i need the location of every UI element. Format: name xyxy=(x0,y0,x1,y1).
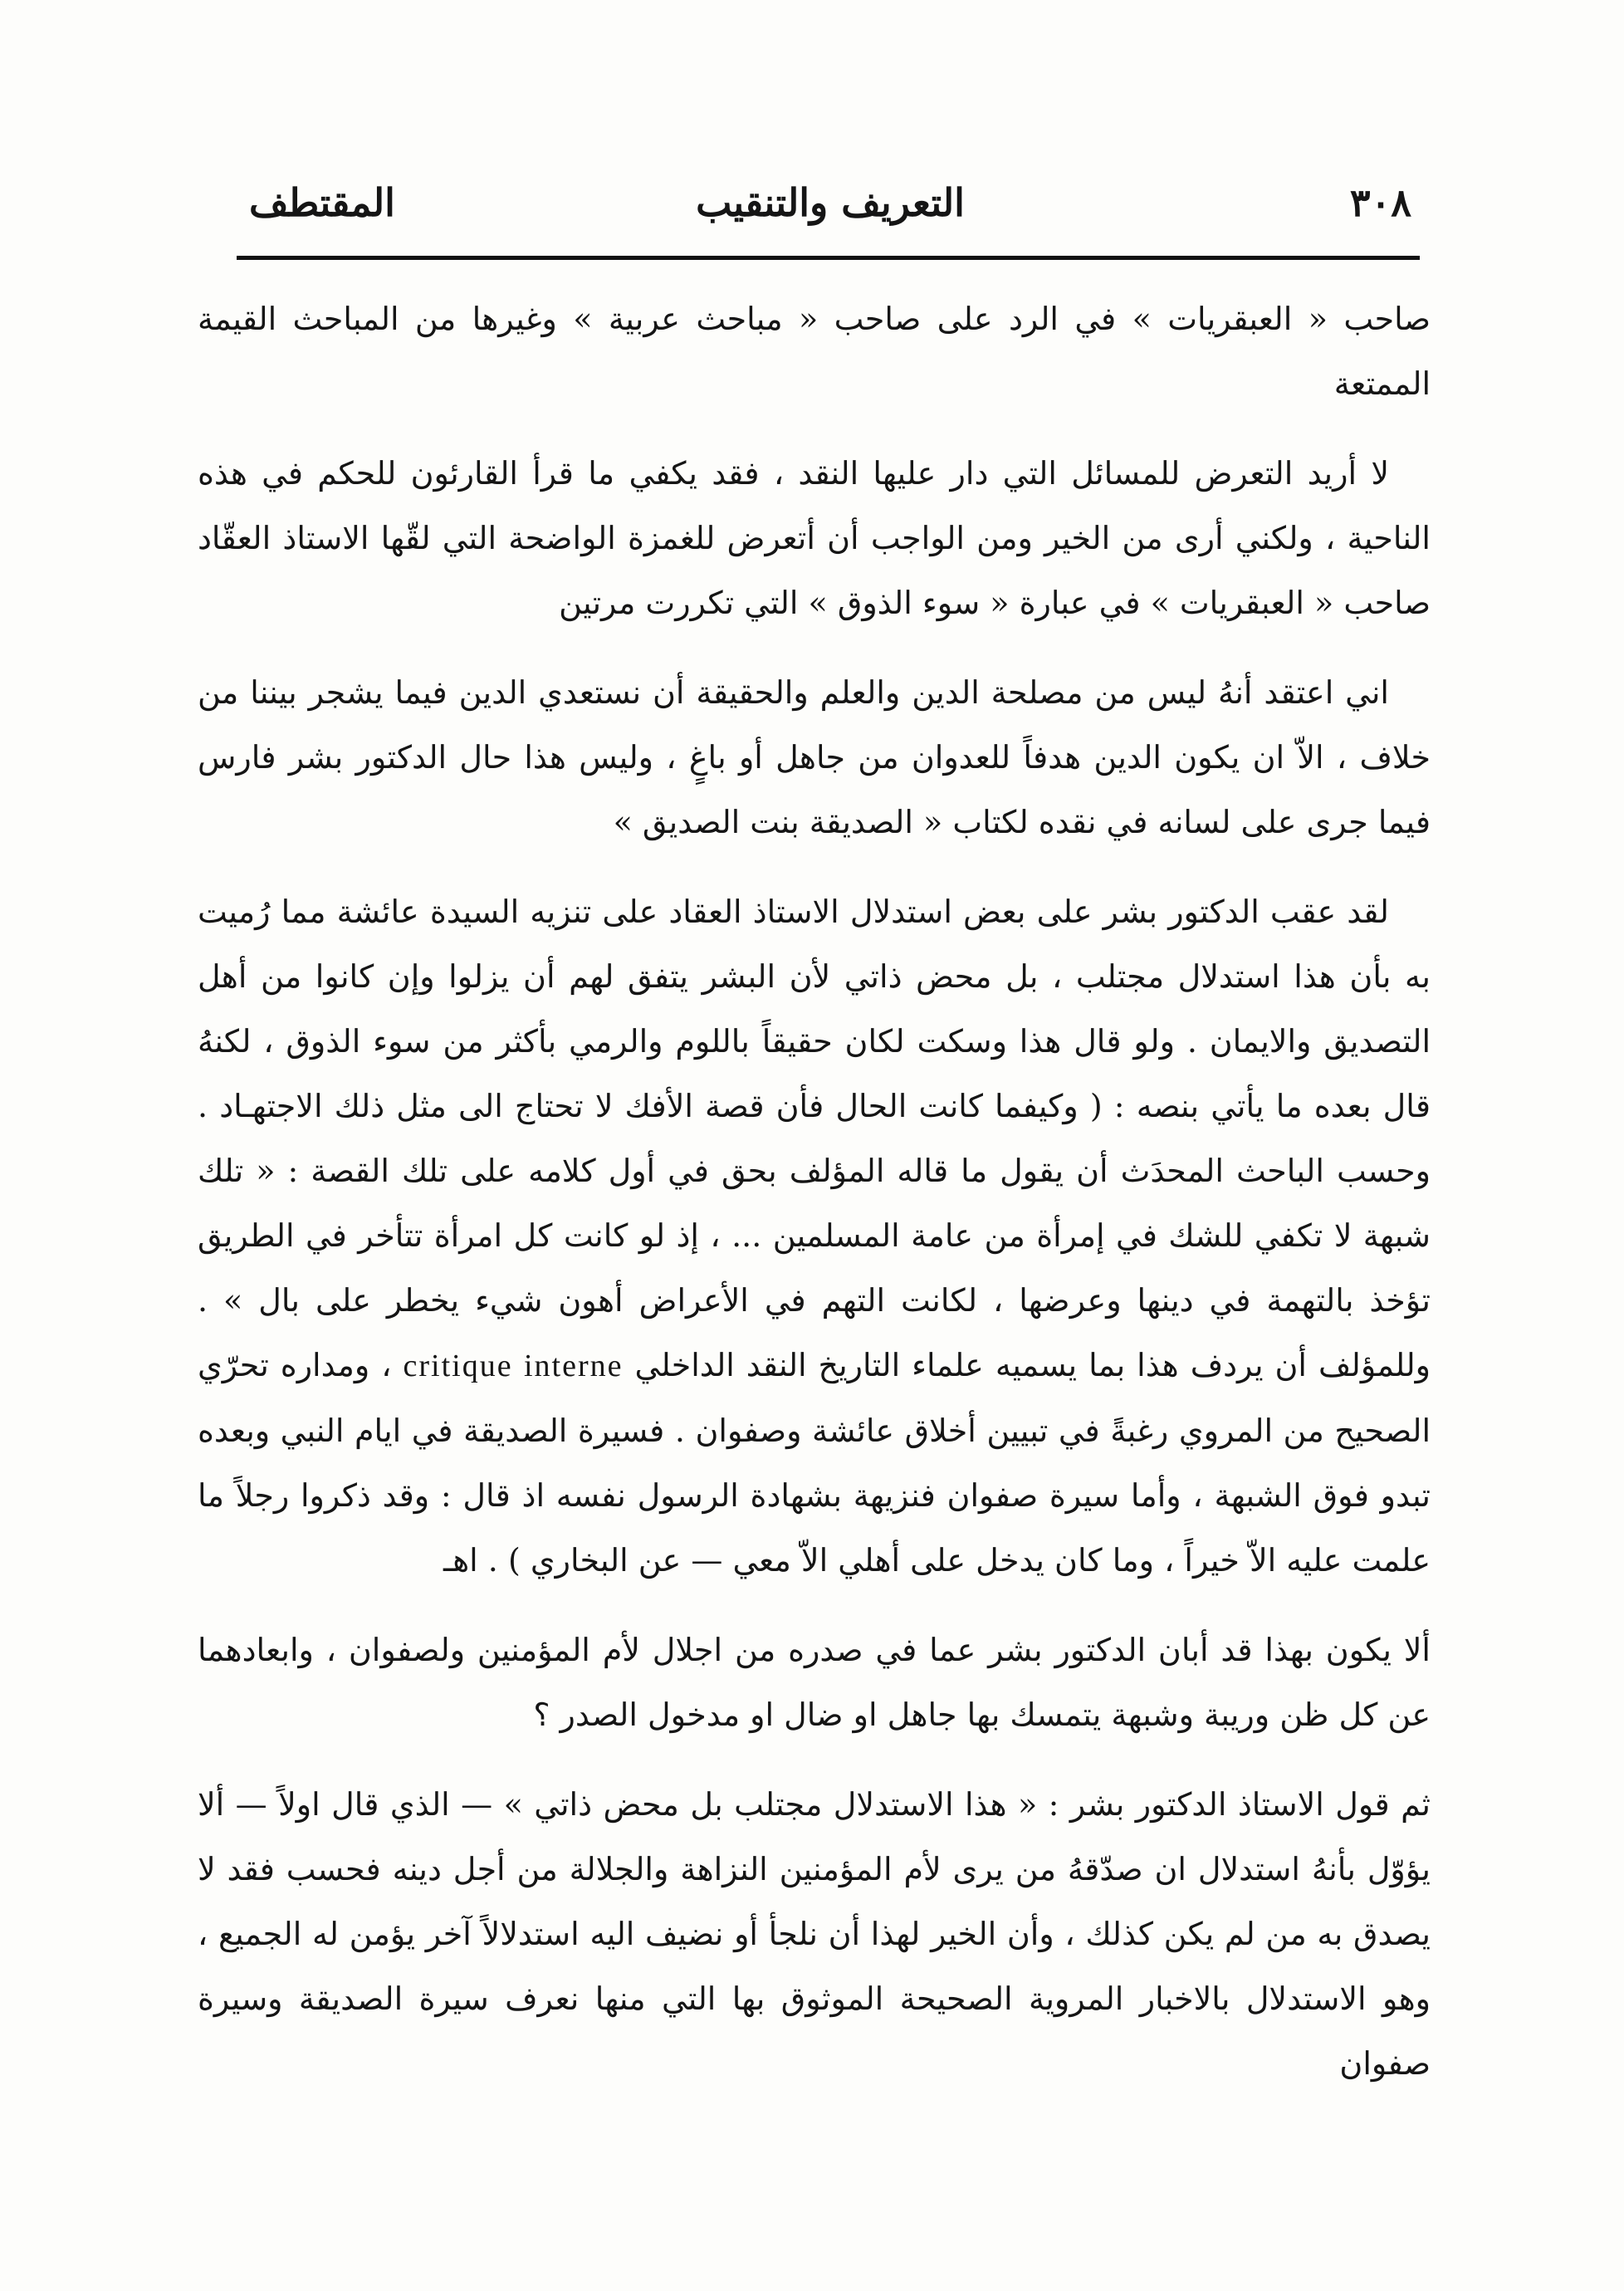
header-divider xyxy=(237,256,1420,260)
journal-name: المقتطف xyxy=(249,180,395,225)
paragraph-quoted-critique-continuation: ، ومداره تحرّي الصحيح من المروي رغبةً في تبيين أخلاق عائشة وصفوان . فسيرة الصديقة في ايام النبي وبعده تبدو فوق الشبهة ، وأما سيرة صفوان فنزيهة بشهادة الرسول نفسه اذ قال : وقد ذكروا رجلاً ما علمت عليه الاّ خيراً ، وما كان يدخل على أهلي الاّ معي — عن البخاري ) . اهـ xyxy=(198,1347,1431,1579)
section-title: التعريف والتنقيب xyxy=(696,180,965,225)
paragraph-closing-argument: ثم قول الاستاذ الدكتور بشر : « هذا الاستدلال مجتلب بل محض ذاتي » — الذي قال اولاً — ألا يؤوّل بأنهُ استدلال ان صدّقهُ من يرى لأم المؤمنين النزاهة والجلالة من أجل دينه فحسب فقد لا يصدق به من لم يكن كذلك ، وأن الخير لهذا أن نلجأ أو نضيف اليه استدلالاً آخر يؤمن له الجميع ، وهو الاستدلال بالاخبار المروية الصحيحة الموثوق بها التي منها نعرف سيرة الصديقة وسيرة صفوان xyxy=(198,1786,1431,2082)
paragraph-critique-scope: لا أريد التعرض للمسائل التي دار عليها النقد ، فقد يكفي ما قرأ القارئون للحكم في هذه الناحية ، ولكني أرى من الخير ومن الواجب أن أتعرض للغمزة الواضحة التي لقّها الاستاذ العقّاد صاحب « العبقريات » في عبارة « سوء الذوق » التي تكررت مرتين xyxy=(198,455,1431,621)
paragraph-religion-argument: اني اعتقد أنهُ ليس من مصلحة الدين والعلم والحقيقة أن نستعدي الدين فيما يشجر بيننا من خلاف ، الاّ ان يكون الدين هدفاً للعدوان من جاهل أو باغٍ ، وليس هذا حال الدكتور بشر فارس فيما جرى على لسانه في نقده لكتاب « الصديقة بنت الصديق » xyxy=(198,674,1431,840)
paragraph-rhetorical-question: ألا يكون بهذا قد أبان الدكتور بشر عما في صدره من اجلال لأم المؤمنين ولصفوان ، وابعادهما عن كل ظن وريبة وشبهة يتمسك بها جاهل او ضال او مدخول الصدر ؟ xyxy=(198,1632,1431,1733)
article-body xyxy=(198,286,1431,2121)
paragraph-quoted-critique-text: لقد عقب الدكتور بشر على بعض استدلال الاستاذ العقاد على تنزيه السيدة عائشة مما رُميت به بأن هذا استدلال مجتلب ، بل محض ذاتي لأن البشر يتفق لهم أن يزلوا وإن كانوا من أهل التصديق والايمان . ولو قال هذا وسكت لكان حقيقاً باللوم والرمي بأكثر من سوء الذوق ، لكنهُ قال بعده ما يأتي بنصه : ( وكيفما كانت الحال فأن قصة الأفك لا تحتاج الى مثل ذلك الاجتهـاد . وحسب الباحث المحدَث أن يقول ما قاله المؤلف بحق في أول كلامه على تلك القصة : « تلك شبهة لا تكفي للشك في إمرأة من عامة المسلمين ... ، إذ لو كانت كل امرأة تتأخر في الطريق تؤخذ بالتهمة في دينها وعرضها ، لكانت التهم في الأعراض أهون شيء يخطر على بال » . وللمؤلف أن يردف هذا بما يسميه علماء التاريخ النقد الداخلي xyxy=(198,893,1431,1383)
paragraph-quoted-critique xyxy=(198,879,1431,1593)
page-number: ٣٠٨ xyxy=(1349,180,1411,225)
paragraph-intro-line: صاحب « العبقريات » في الرد على صاحب « مباحث عربية » وغيرها من المباحث القيمة الممتعة xyxy=(198,301,1431,402)
page-header xyxy=(249,170,1411,245)
foreign-term: critique interne xyxy=(403,1349,624,1383)
